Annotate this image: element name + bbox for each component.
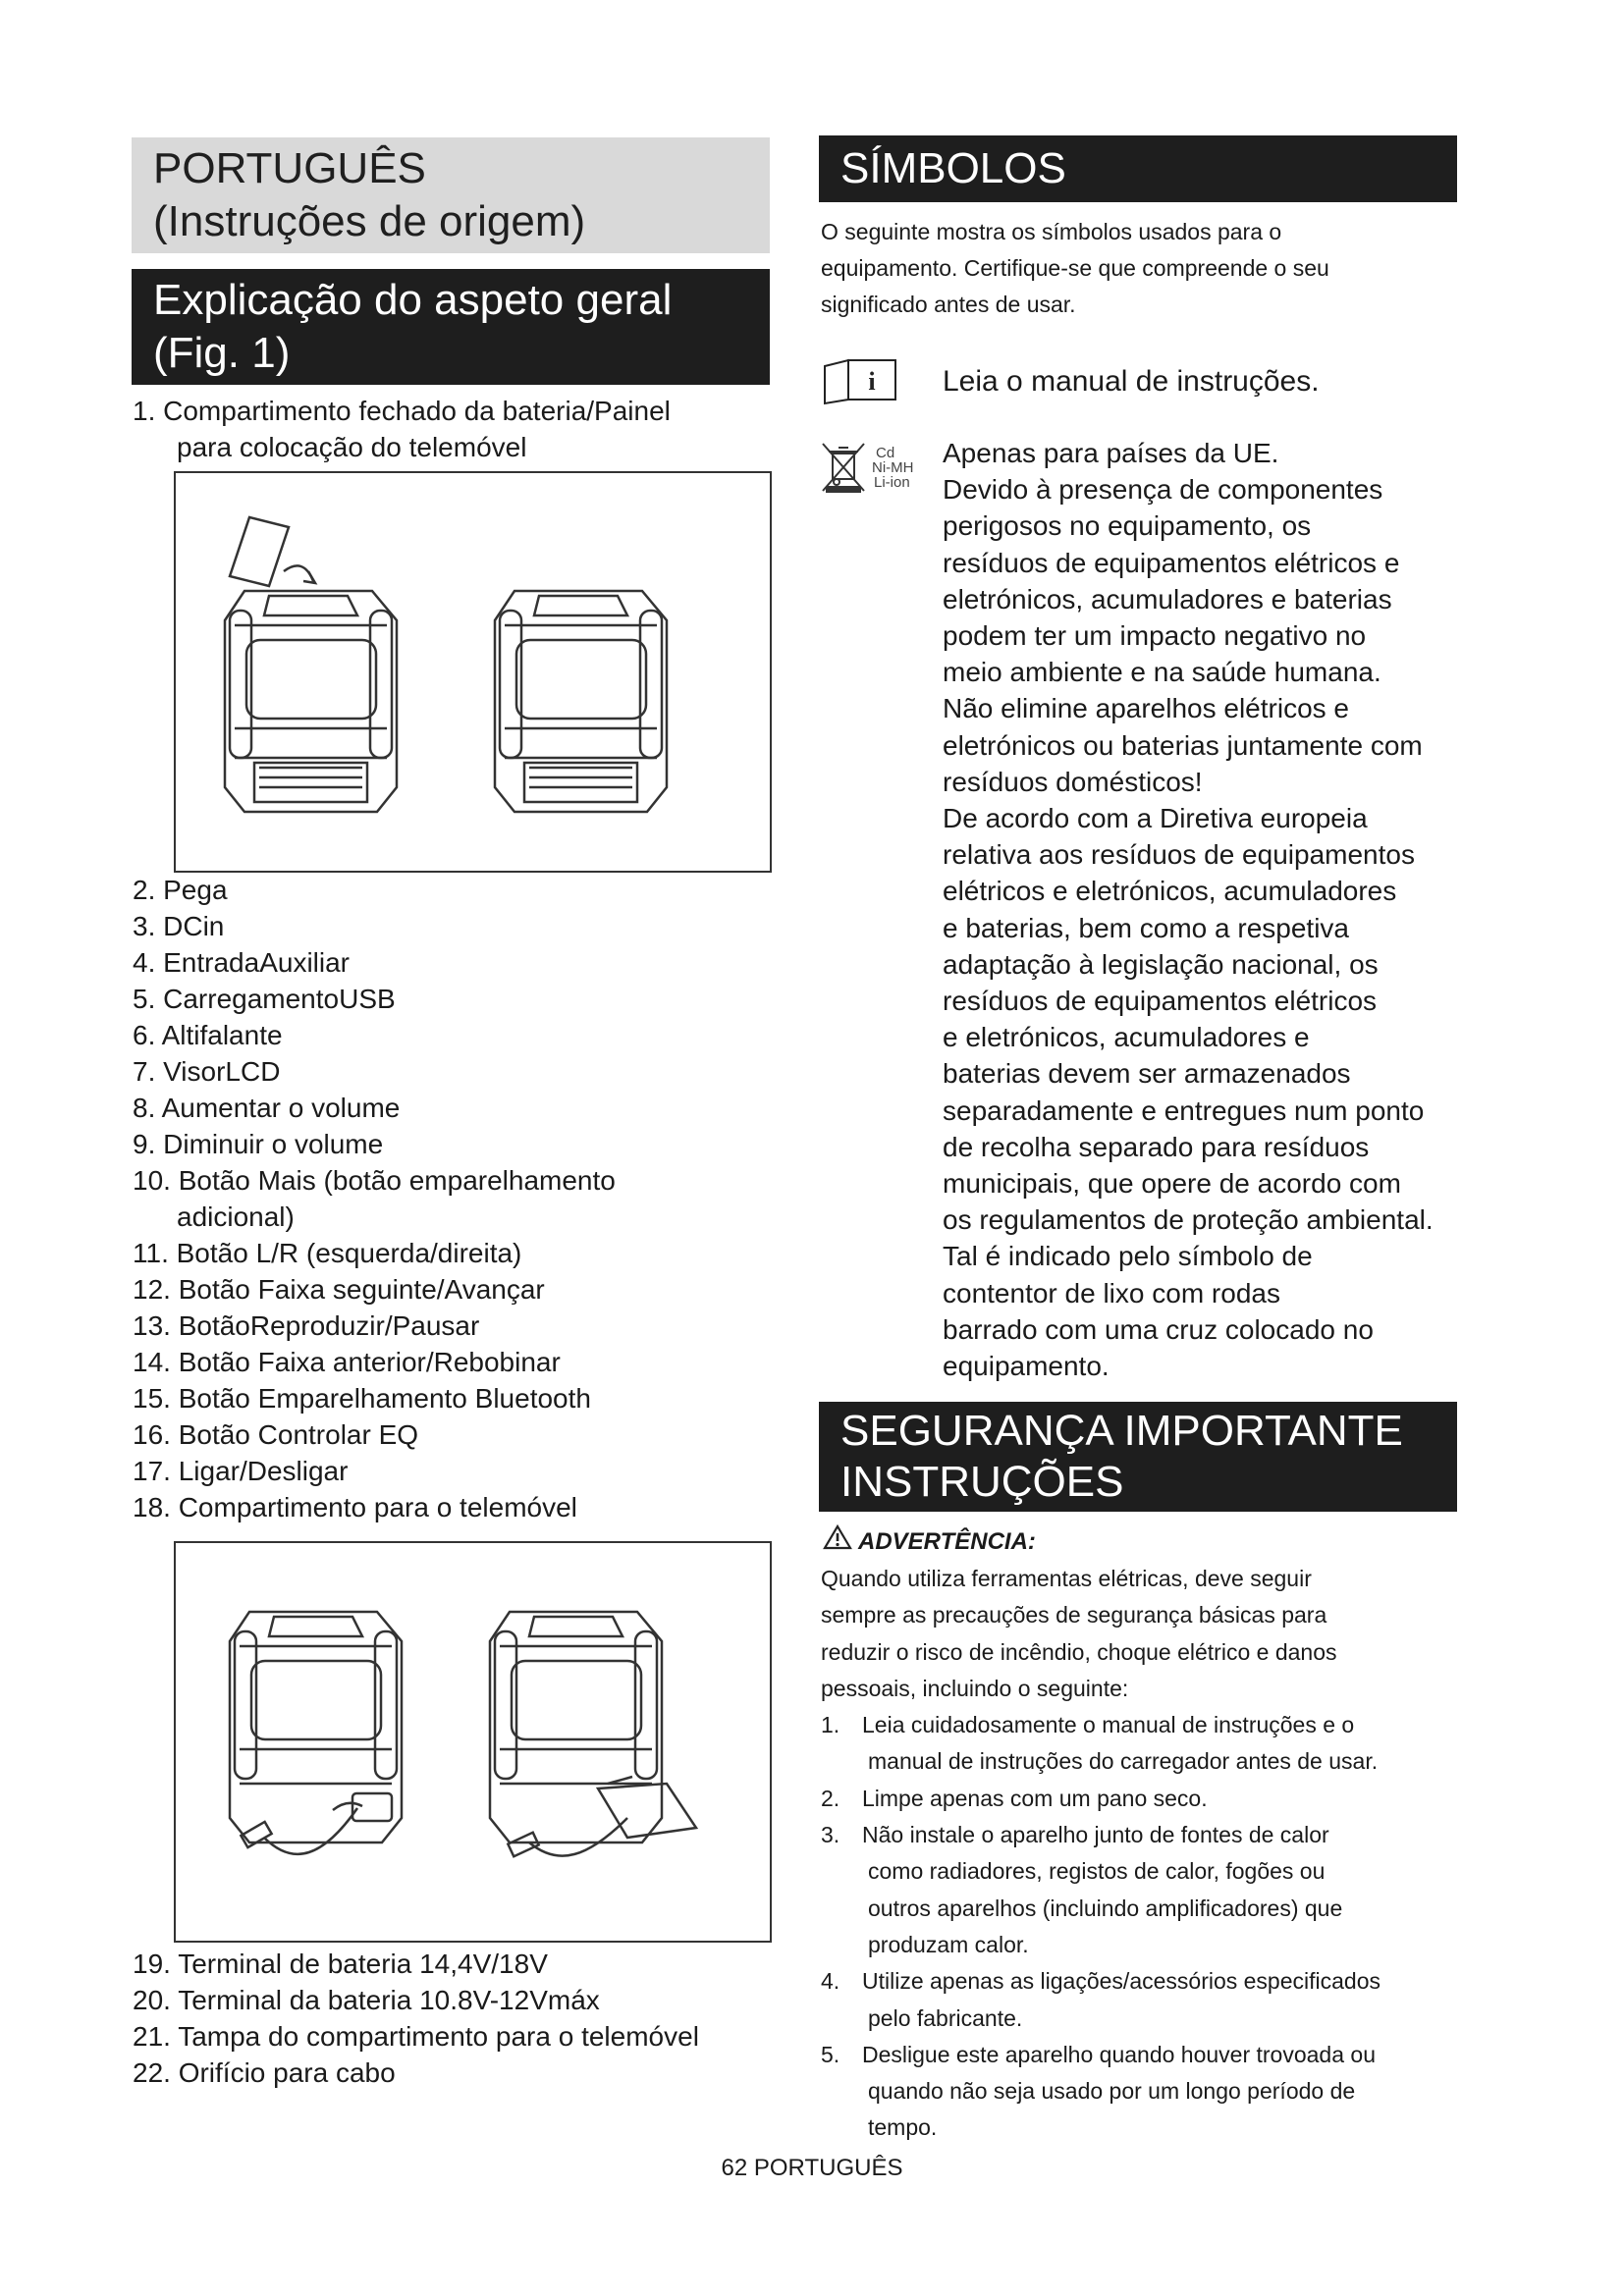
list-item: 9. Diminuir o volume (133, 1129, 384, 1159)
list-item: 5. CarregamentoUSB (133, 984, 396, 1014)
list-item: 2. Pega (133, 875, 228, 905)
symbols-title: SÍMBOLOS (840, 144, 1066, 192)
svg-text:Ni-MH: Ni-MH (872, 459, 914, 476)
list-item: 11. Botão L/R (esquerda/direita) (133, 1238, 522, 1268)
list-item: 21. Tampa do compartimento para o telemóvel (133, 2021, 699, 2052)
warning-label: ADVERTÊNCIA: (823, 1523, 1036, 1561)
list-item: 22. Orifício para cabo (133, 2057, 396, 2088)
warning-icon (823, 1524, 852, 1561)
list-item: 4. EntradaAuxiliar (133, 947, 351, 978)
read-manual-icon (821, 356, 899, 410)
safety-title: SEGURANÇA IMPORTANTE (840, 1407, 1403, 1455)
figure-speaker-battery-compartment (174, 471, 772, 873)
list-item: 20. Terminal da bateria 10.8V-12Vmáx (133, 1985, 600, 2015)
list-item: 18. Compartimento para o telemóvel (133, 1492, 577, 1522)
list-item: 3. DCin (133, 911, 225, 941)
page-footer: 62 PORTUGUÊS (721, 2155, 903, 2181)
list-item: 1. Compartimento fechado da bateria/Painel para colocação do telemóvel (133, 396, 671, 462)
list-item: 10. Botão Mais (botão emparelhamento (133, 1165, 616, 1196)
list-item-continuation: adicional) (177, 1201, 295, 1232)
list-item: 15. Botão Emparelhamento Bluetooth (133, 1383, 591, 1414)
language-subtitle: (Instruções de origem) (153, 197, 586, 245)
list-item: 6. Altifalante (133, 1020, 283, 1050)
read-manual-text: Leia o manual de instruções. (943, 365, 1320, 398)
weee-disposal-text: Apenas para países da UE. Devido à presença de componentes perigosos no equipamento, os resíduos de equipamentos elétricos e eletrónicos, acumuladores e baterias podem ter um impacto negativo no meio ambiente e na saúde humana. Não elimine aparelhos elétricos e eletrónicos ou baterias juntamente com resíduos domésticos! De acordo com a Diretiva europeia relativa aos resíduos de equipamentos elétricos e eletrónicos, acumuladores e baterias, bem como a respetiva adaptação à legislação nacional, os resíduos de equipamentos elétricos e eletrónicos, acumuladores e baterias devem ser armazenados separadamente e entregues num ponto de recolha separado para resíduos municipais, que opere de acordo com os regulamentos de proteção ambiental. Tal é indicado pelo símbolo de contentor de lixo com rodas barrado com uma cruz colocado no equipamento. (943, 438, 1434, 1382)
svg-text:Li-ion: Li-ion (874, 474, 910, 491)
figure-speaker-phone-compartment (174, 1541, 772, 1943)
list-item: 17. Ligar/Desligar (133, 1456, 349, 1486)
overview-fig-ref: (Fig. 1) (153, 329, 291, 377)
list-item: 16. Botão Controlar EQ (133, 1419, 419, 1450)
list-item: 13. BotãoReproduzir/Pausar (133, 1310, 480, 1341)
safety-instructions: Quando utiliza ferramentas elétricas, deve seguir sempre as precauções de segurança básicas para reduzir o risco de incêndio, choque elétrico e danos pessoais, incluindo o seguinte: 1. Leia cuidadosamente o manual de instruções e o manual de instruções do carregador antes de usar. 2. Limpe apenas com um pano seco. 3. Não instale o aparelho junto de fontes de calor como radiadores, registos de calor, fogões ou outros aparelhos (incluindo amplificadores) que produzam calor. 4. Utilize apenas as ligações/acessórios especificados pelo fabricante. 5. Desligue este aparelho quando houver trovoada ou quando não seja usado por um longo período de tempo. (821, 1566, 1381, 2141)
language-title: PORTUGUÊS (153, 144, 426, 192)
safety-header (819, 1402, 1457, 1512)
speaker-illustration-2 (176, 1543, 770, 1941)
list-item: 14. Botão Faixa anterior/Rebobinar (133, 1347, 561, 1377)
symbols-header (819, 135, 1457, 202)
crossed-bin-icon (821, 440, 929, 504)
language-header (132, 137, 770, 253)
symbols-intro: O seguinte mostra os símbolos usados para o equipamento. Certifique-se que compreende o seu significado antes de usar. (821, 219, 1329, 317)
list-item: 19. Terminal de bateria 14,4V/18V (133, 1949, 548, 1979)
list-item: 8. Aumentar o volume (133, 1093, 401, 1123)
svg-text:Cd: Cd (876, 445, 895, 461)
list-item: 12. Botão Faixa seguinte/Avançar (133, 1274, 545, 1305)
svg-text:i: i (868, 367, 876, 396)
safety-subtitle: INSTRUÇÕES (840, 1458, 1124, 1506)
overview-title: Explicação do aspeto geral (153, 276, 673, 324)
speaker-illustration-1 (176, 473, 770, 871)
list-item: 7. VisorLCD (133, 1056, 281, 1087)
overview-header (132, 269, 770, 385)
